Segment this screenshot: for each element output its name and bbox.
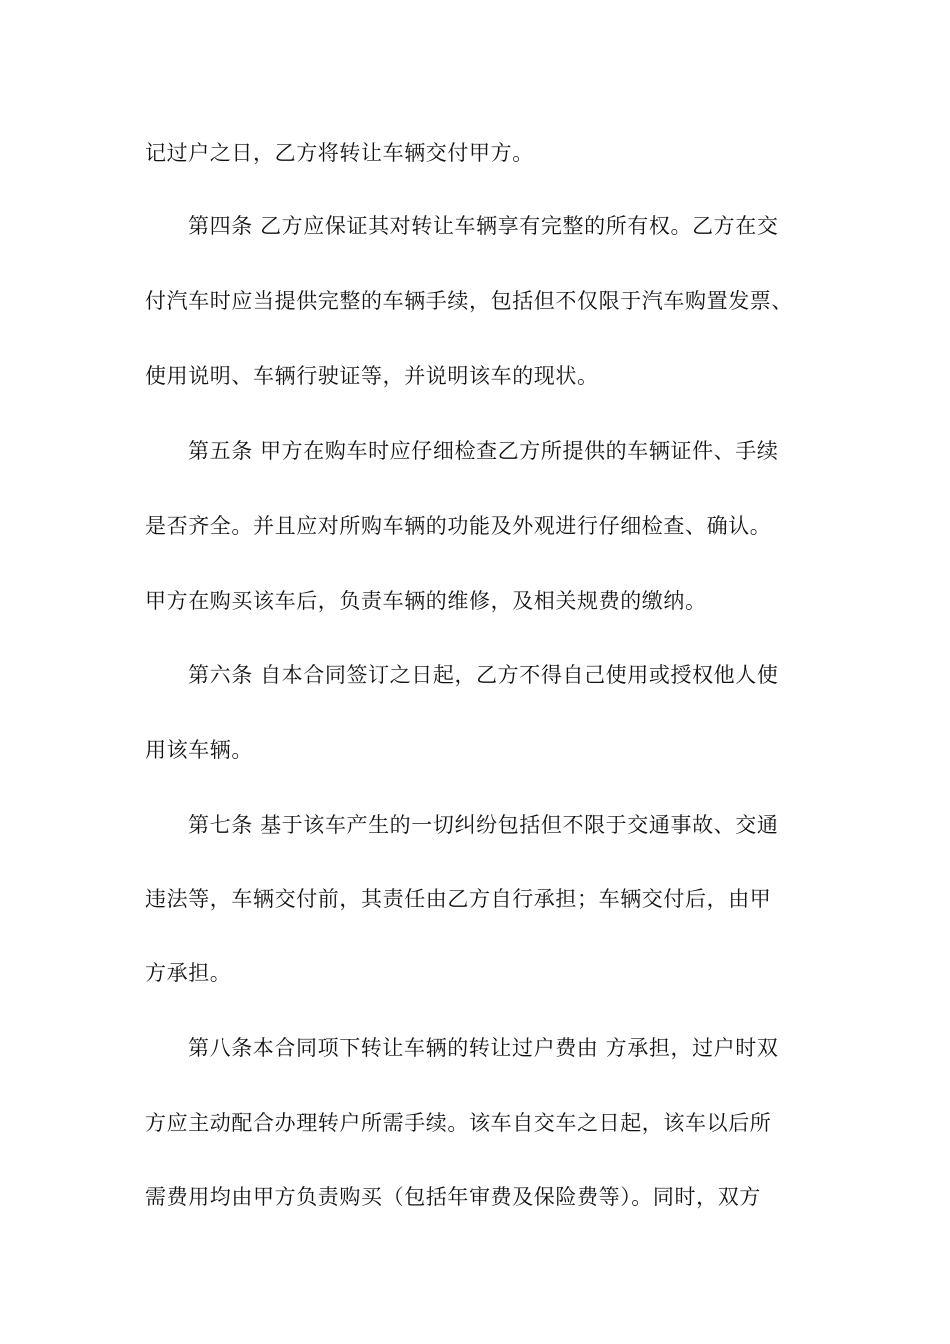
text-line: 方承担。 [145,961,232,985]
text-line: 使用说明、车辆行驶证等，并说明该车的现状。 [145,364,599,388]
text-line: 甲方在购买该车后，负责车辆的维修，及相关规费的缴纳。 [145,589,707,613]
text-line: 违法等，车辆交付前，其责任由乙方自行承担；车辆交付后，由甲 [145,887,772,911]
text-line: 付汽车时应当提供完整的车辆手续，包括但不仅限于汽车购置发票、 [145,289,793,313]
text-line: 是否齐全。并且应对所购车辆的功能及外观进行仔细检查、确认。 [145,514,772,538]
text-line: 第四条 乙方应保证其对转让车辆享有完整的所有权。乙方在交 [188,214,779,238]
text-line: 第七条 基于该车产生的一切纠纷包括但不限于交通事故、交通 [188,813,779,837]
text-line: 需费用均由甲方负责购买（包括年审费及保险费等）。同时，双方 [145,1185,761,1209]
text-line: 第六条 自本合同签订之日起，乙方不得自己使用或授权他人使 [188,663,779,687]
text-line: 记过户之日，乙方将转让车辆交付甲方。 [145,141,534,165]
text-line: 方应主动配合办理转户所需手续。该车自交车之日起，该车以后所 [145,1111,772,1135]
text-line: 第五条 甲方在购车时应仔细检查乙方所提供的车辆证件、手续 [188,439,779,463]
text-line: 第八条本合同项下转让车辆的转让过户费由 方承担，过户时双 [188,1036,779,1060]
text-line: 用该车辆。 [145,738,253,762]
